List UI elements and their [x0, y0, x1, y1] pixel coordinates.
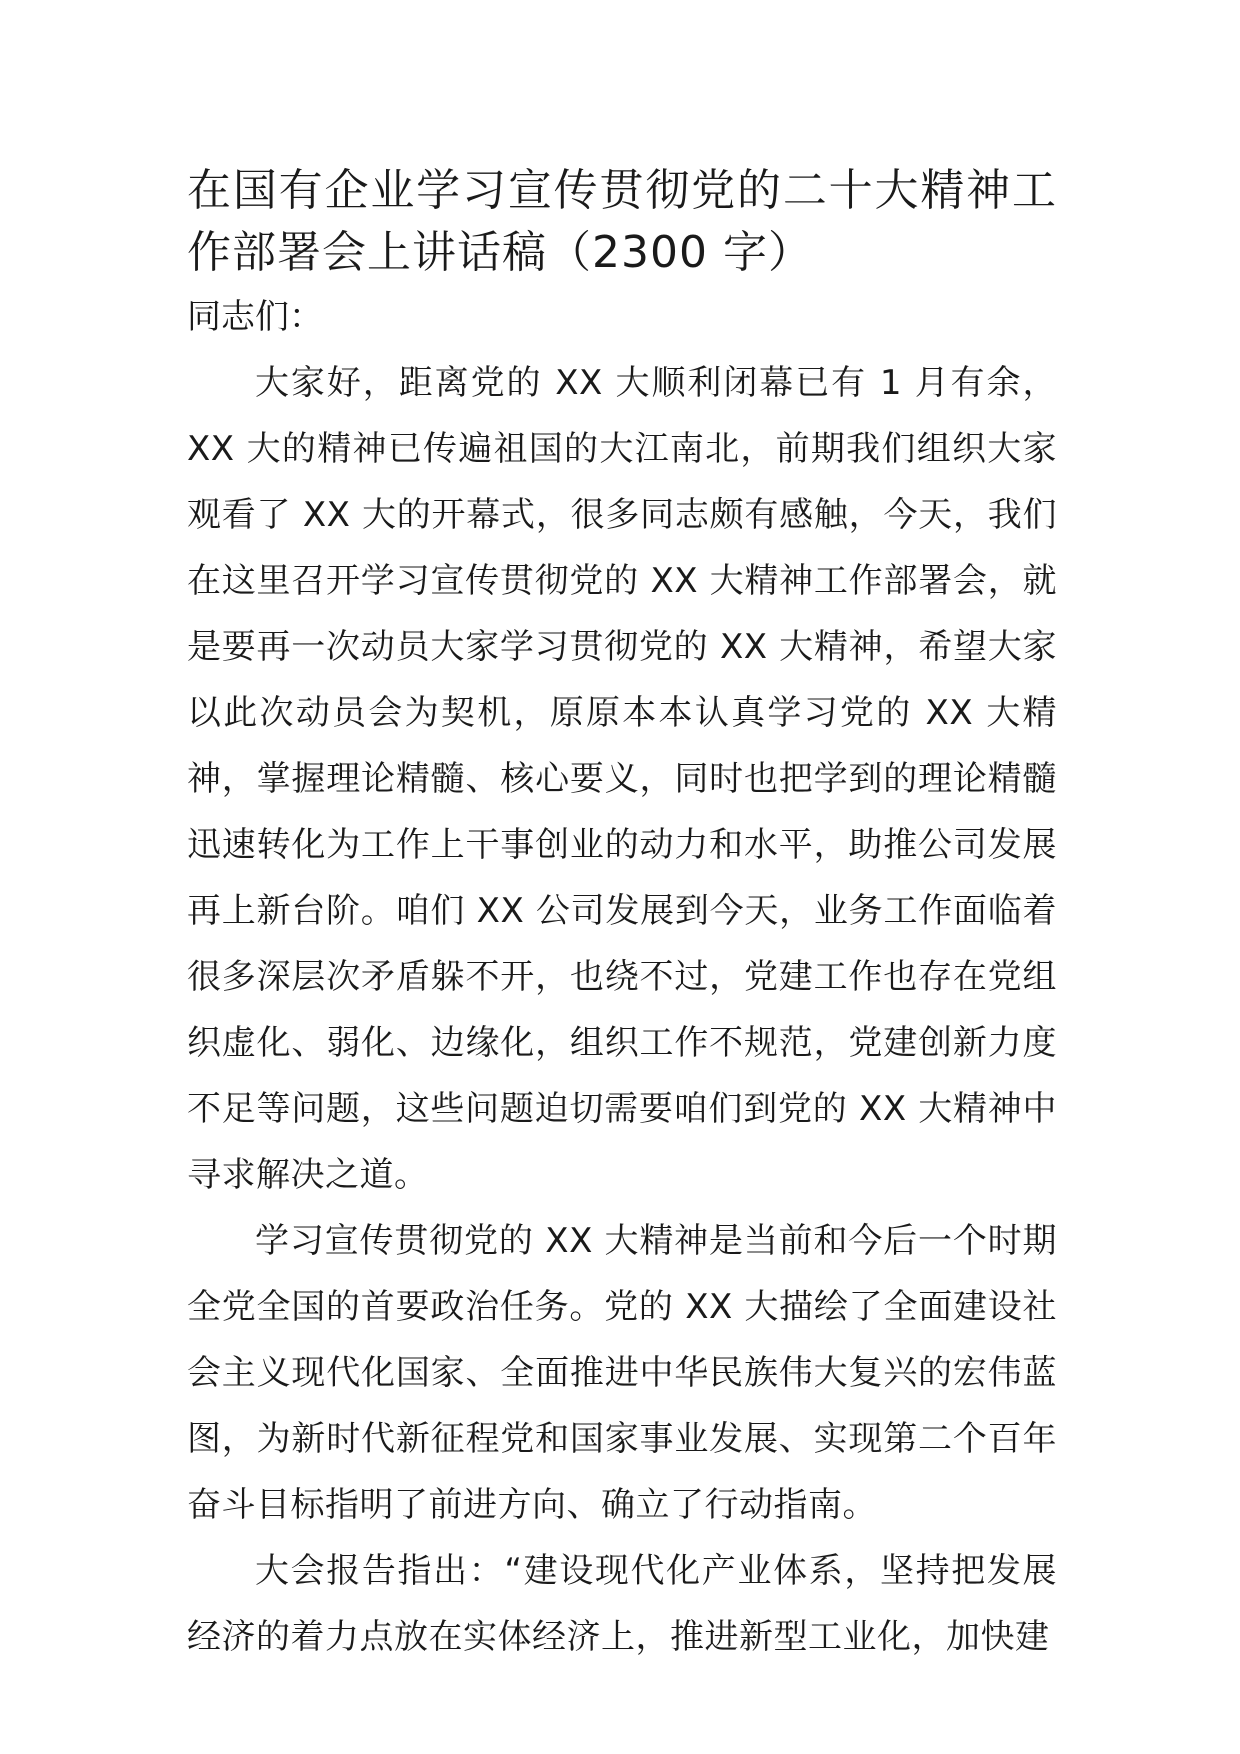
paragraph-3: 大会报告指出：“建设现代化产业体系，坚持把发展经济的着力点放在实体经济上，推进新型工业化，加快建: [187, 1551, 1057, 1657]
paragraph-2: 学习宣传贯彻党的 XX 大精神是当前和今后一个时期全党全国的首要政治任务。党的 XX 大描绘了全面建设社会主义现代化国家、全面推进中华民族伟大复兴的宏伟蓝图，为新时代新征程党和国家事业发展、实现第二个百年奋斗目标指明了前进方向、确立了行动指南。: [187, 1221, 1057, 1525]
document-body: [187, 160, 1057, 1670]
paragraph-1: 大家好，距离党的 XX 大顺利闭幕已有 1 月有余，XX 大的精神已传遍祖国的大江南北，前期我们组织大家观看了 XX 大的开幕式，很多同志颇有感触，今天，我们在这里召开学习宣传贯彻党的 XX 大精神工作部署会，就是要再一次动员大家学习贯彻党的 XX 大精神，希望大家以此次动员会为契机，原原本本认真学习党的 XX 大精神，掌握理论精髓、核心要义，同时也把学到的理论精髓迅速转化为工作上干事创业的动力和水平，助推公司发展再上新台阶。咱们 XX 公司发展到今天，业务工作面临着很多深层次矛盾躲不开，也绕不过，党建工作也存在党组织虚化、弱化、边缘化，组织工作不规范，党建创新力度不足等问题，这些问题迫切需要咱们到党的 XX 大精神中寻求解决之道。: [187, 363, 1057, 1195]
salutation: 同志们：: [187, 297, 323, 337]
document-title: 在国有企业学习宣传贯彻党的二十大精神工作部署会上讲话稿（2300 字）: [187, 165, 1057, 278]
